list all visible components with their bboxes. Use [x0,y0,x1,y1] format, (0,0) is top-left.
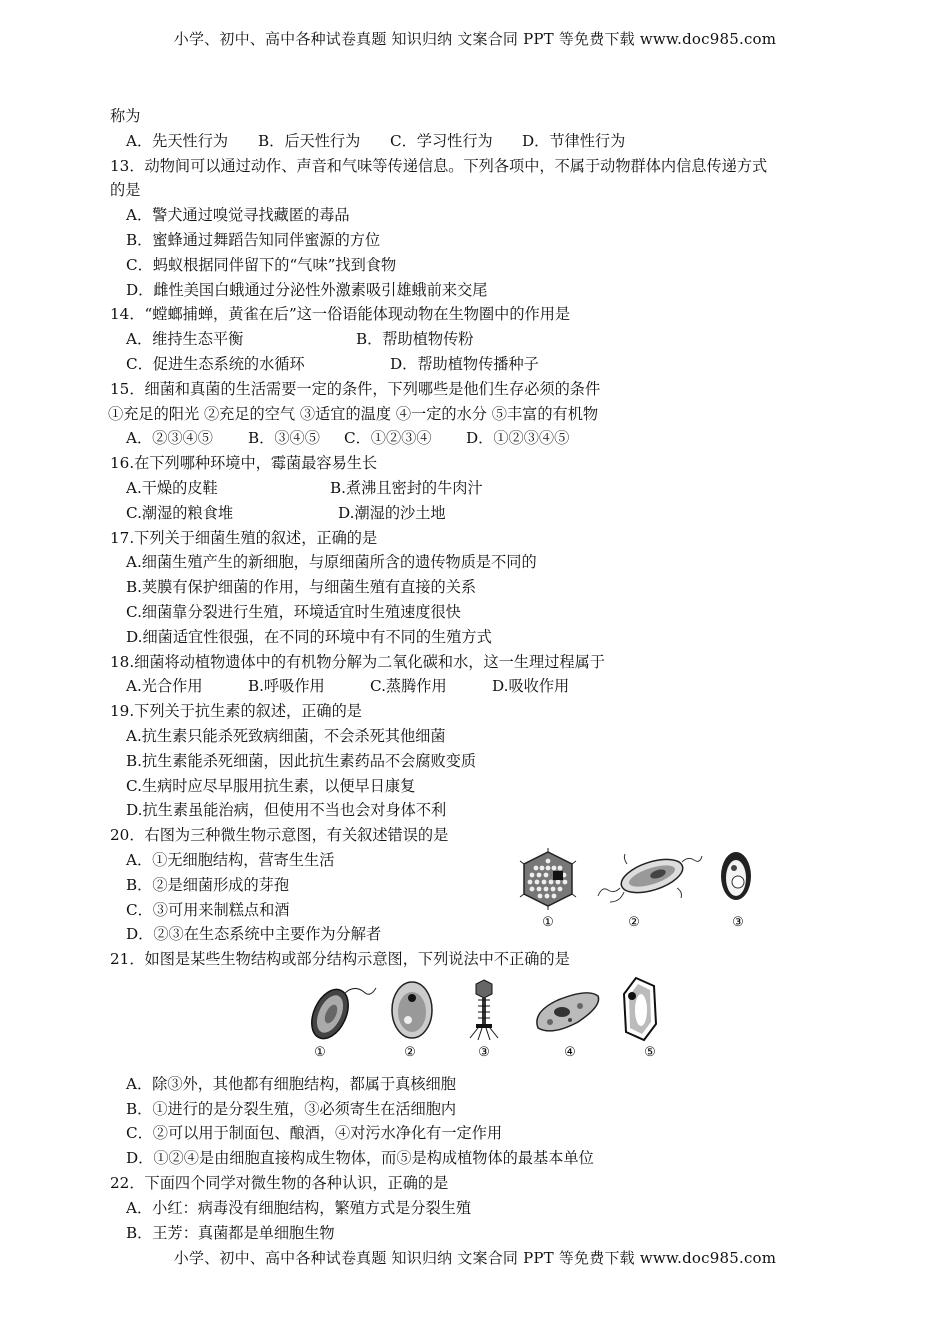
q22-option-b: B．王芳：真菌都是单细胞生物 [126,1223,335,1242]
q15-option-d: D．①②③④⑤ [466,429,570,448]
q17-stem: 17.下列关于细菌生殖的叙述，正确的是 [110,528,378,547]
yeast-icon [392,982,432,1038]
q17-option-d: D.细菌适宜性很强，在不同的环境中有不同的生殖方式 [126,627,492,646]
q15-stem: 15．细菌和真菌的生活需要一定的条件，下列哪些是他们生存必须的条件 [110,379,601,398]
page-header: 小学、初中、高中各种试卷真题 知识归纳 文案合同 PPT 等免费下载 www.doc985.com [173,30,777,48]
q12-stem-tail: 称为 [110,107,141,125]
q15-conditions: ①充足的阳光 ②充足的空气 ③适宜的温度 ④一定的水分 ⑤丰富的有机物 [108,404,599,423]
q19-option-a: A.抗生素只能杀死致病细菌，不会杀死其他细菌 [126,726,446,745]
q16-option-c: C.潮湿的粮食堆 [126,503,234,522]
q12-options [110,129,840,154]
q18-stem: 18.细菌将动植物遗体中的有机物分解为二氧化碳和水，这一生理过程属于 [110,652,605,671]
q16-option-d: D.潮湿的沙土地 [338,503,446,522]
q18-option-d: D.吸收作用 [492,677,570,696]
yeast-icon [721,852,751,900]
q20-option-d: D．②③在生态系统中主要作为分解者 [126,925,382,944]
q15-option-c: C．①②③④ [344,429,432,448]
q16-option-b: B.煮沸且密封的牛肉汁 [330,478,483,497]
bacterium-icon [598,853,702,902]
q13-stem: 13．动物间可以通过动作、声音和气味等传递信息。下列各项中，不属于动物群体内信息传递方式 [110,156,768,175]
q20-stem: 20．右图为三种微生物示意图，有关叙述错误的是 [110,826,449,845]
q12-option-d: D．节律性行为 [522,131,626,150]
q20-label-2: ② [628,915,640,930]
q21-label-4: ④ [564,1045,576,1060]
q14-options-row1 [110,327,840,352]
q18-option-a: A.光合作用 [126,677,203,696]
q21-stem: 21．如图是某些生物结构或部分结构示意图，下列说法中不正确的是 [110,950,570,969]
q12-option-c: C．学习性行为 [390,131,493,150]
virus-icon [520,848,576,910]
q21-label-5: ⑤ [644,1045,656,1060]
q13-option-d: D．雌性美国白蛾通过分泌性外激素吸引雄蛾前来交尾 [126,280,488,299]
q13-stem-cont: 的是 [110,181,141,200]
q21-option-a: A．除③外，其他都有细胞结构，都属于真核细胞 [126,1074,456,1093]
plant-cell-icon [624,978,656,1040]
q17-option-c: C.细菌靠分裂进行生殖，环境适宜时生殖速度很快 [126,602,461,621]
paramecium-icon [537,993,599,1031]
q16-options-row1 [110,476,840,501]
q18-option-c: C.蒸腾作用 [370,677,447,696]
q21-label-1: ① [314,1045,326,1060]
q18-options [110,674,840,699]
q14-option-d: D．帮助植物传播种子 [390,354,539,373]
q14-option-b: B．帮助植物传粉 [356,330,474,349]
q13-option-b: B．蜜蜂通过舞蹈告知同伴蜜源的方位 [126,230,381,249]
q14-option-a: A．维持生态平衡 [126,330,244,349]
bacteriophage-icon [470,980,498,1040]
q20-option-a: A．①无细胞结构，营寄生生活 [126,850,335,869]
q14-option-c: C．促进生态系统的水循环 [126,354,305,373]
page-footer: 小学、初中、高中各种试卷真题 知识归纳 文案合同 PPT 等免费下载 www.doc985.com [173,1249,777,1267]
question-content [110,104,840,1245]
q20-label-1: ① [542,915,554,930]
q18-option-b: B.呼吸作用 [248,677,325,696]
q21-option-b: B．①进行的是分裂生殖，③必须寄生在活细胞内 [126,1099,457,1118]
q19-stem: 19.下列关于抗生素的叙述，正确的是 [110,702,362,721]
q19-option-d: D.抗生素虽能治病，但使用不当也会对身体不利 [126,801,447,820]
q12-option-b: B．后天性行为 [258,131,361,150]
q17-option-b: B.荚膜有保护细菌的作用，与细菌生殖有直接的关系 [126,578,477,597]
q21-label-2: ② [404,1045,416,1060]
q16-option-a: A.干燥的皮鞋 [126,478,218,497]
q21-figure [300,974,680,1062]
q13-option-a: A．警犬通过嗅觉寻找藏匿的毒品 [126,206,350,225]
q13-option-c: C．蚂蚁根据同伴留下的“气味”找到食物 [126,255,397,274]
q20-figure [512,848,782,930]
q15-option-a: A．②③④⑤ [126,429,213,448]
q19-option-c: C.生病时应尽早服用抗生素，以便早日康复 [126,776,416,795]
q22-option-a: A．小红：病毒没有细胞结构，繁殖方式是分裂生殖 [126,1198,472,1217]
q21-option-c: C．②可以用于制面包、酿酒，④对污水净化有一定作用 [126,1124,503,1143]
q20-option-b: B．②是细菌形成的芽孢 [126,875,290,894]
q20-option-c: C．③可用来制糕点和酒 [126,900,290,919]
q16-stem: 16.在下列哪种环境中，霉菌最容易生长 [110,454,378,473]
q12-option-a: A．先天性行为 [126,131,229,150]
q16-options-row2 [110,501,840,526]
q20-label-3: ③ [732,915,744,930]
q21-option-d: D．①②④是由细胞直接构成生物体，而⑤是构成植物体的最基本单位 [126,1149,594,1168]
q14-stem: 14．“螳螂捕蝉，黄雀在后”这一俗语能体现动物在生物圈中的作用是 [110,305,571,324]
q17-option-a: A.细菌生殖产生的新细胞，与原细菌所含的遗传物质是不同的 [126,553,537,572]
q14-options-row2 [110,352,840,377]
q21-label-3: ③ [478,1045,490,1060]
bacterium-icon [305,984,376,1045]
q22-stem: 22．下面四个同学对微生物的各种认识，正确的是 [110,1174,449,1193]
q15-option-b: B．③④⑤ [248,429,320,448]
q15-options [110,426,840,451]
q19-option-b: B.抗生素能杀死细菌，因此抗生素药品不会腐败变质 [126,751,477,770]
